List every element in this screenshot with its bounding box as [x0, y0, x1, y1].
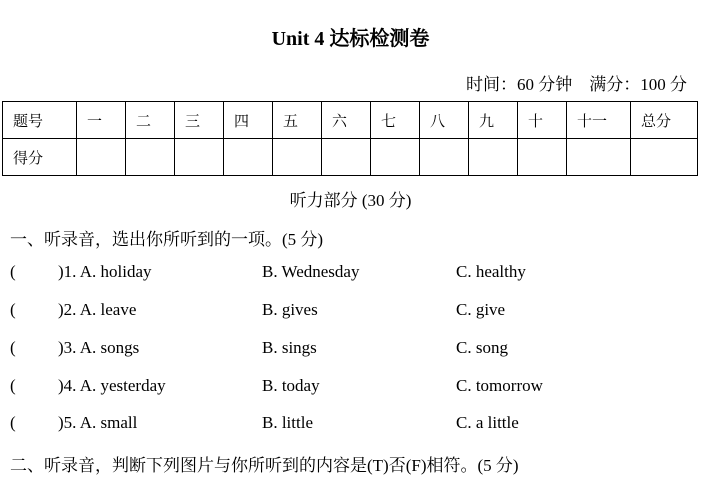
header-cell: 题号 — [3, 102, 77, 139]
header-cell: 一 — [77, 102, 126, 139]
option-a: )3. A. songs — [58, 338, 140, 357]
option-c: C. song — [456, 338, 508, 357]
score-table — [2, 101, 698, 176]
answer-blank: ( — [10, 413, 16, 432]
question-row — [10, 300, 690, 322]
header-cell: 十 — [518, 102, 567, 139]
option-b: B. little — [262, 413, 313, 432]
option-c: C. tomorrow — [456, 376, 543, 395]
option-a: )4. A. yesterday — [58, 376, 166, 395]
option-b: B. sings — [262, 338, 317, 357]
score-table-score-row — [3, 139, 698, 176]
question-row — [10, 376, 690, 398]
answer-blank: ( — [10, 376, 16, 395]
option-c: C. healthy — [456, 262, 526, 281]
score-cell — [567, 139, 631, 176]
header-cell: 总分 — [631, 102, 698, 139]
answer-blank: ( — [10, 338, 16, 357]
header-cell: 二 — [126, 102, 175, 139]
header-cell: 十一 — [567, 102, 631, 139]
option-a: )5. A. small — [58, 413, 138, 432]
header-cell: 四 — [224, 102, 273, 139]
header-cell: 八 — [420, 102, 469, 139]
time-and-score-info: 时间：60 分钟 满分：100 分 — [466, 75, 687, 94]
listening-section-heading: 听力部分 (30 分) — [289, 191, 412, 210]
score-cell — [469, 139, 518, 176]
option-b: B. Wednesday — [262, 262, 360, 281]
header-cell: 五 — [273, 102, 322, 139]
header-cell: 九 — [469, 102, 518, 139]
answer-blank: ( — [10, 262, 16, 281]
score-cell — [175, 139, 224, 176]
score-cell — [126, 139, 175, 176]
score-cell — [420, 139, 469, 176]
question-row — [10, 413, 690, 435]
header-cell: 六 — [322, 102, 371, 139]
header-cell: 三 — [175, 102, 224, 139]
score-cell — [273, 139, 322, 176]
score-row-label: 得分 — [3, 139, 77, 176]
option-c: C. give — [456, 300, 506, 319]
option-b: B. gives — [262, 300, 318, 319]
option-a: )2. A. leave — [58, 300, 137, 319]
score-table-header-row — [3, 102, 698, 139]
score-cell — [322, 139, 371, 176]
part1-title: 一、听录音，选出你所听到的一项。(5 分) — [10, 230, 324, 249]
question-row — [10, 338, 690, 360]
part2-title: 二、听录音，判断下列图片与你所听到的内容是(T)否(F)相符。(5 分) — [10, 456, 519, 475]
score-cell — [371, 139, 420, 176]
header-cell: 七 — [371, 102, 420, 139]
score-cell — [631, 139, 698, 176]
score-cell — [518, 139, 567, 176]
option-a: )1. A. holiday — [58, 262, 152, 281]
page-title: Unit 4 达标检测卷 — [271, 28, 430, 50]
option-c: C. a little — [456, 413, 519, 432]
question-row — [10, 262, 690, 284]
score-cell — [77, 139, 126, 176]
option-b: B. today — [262, 376, 320, 395]
score-cell — [224, 139, 273, 176]
answer-blank: ( — [10, 300, 16, 319]
